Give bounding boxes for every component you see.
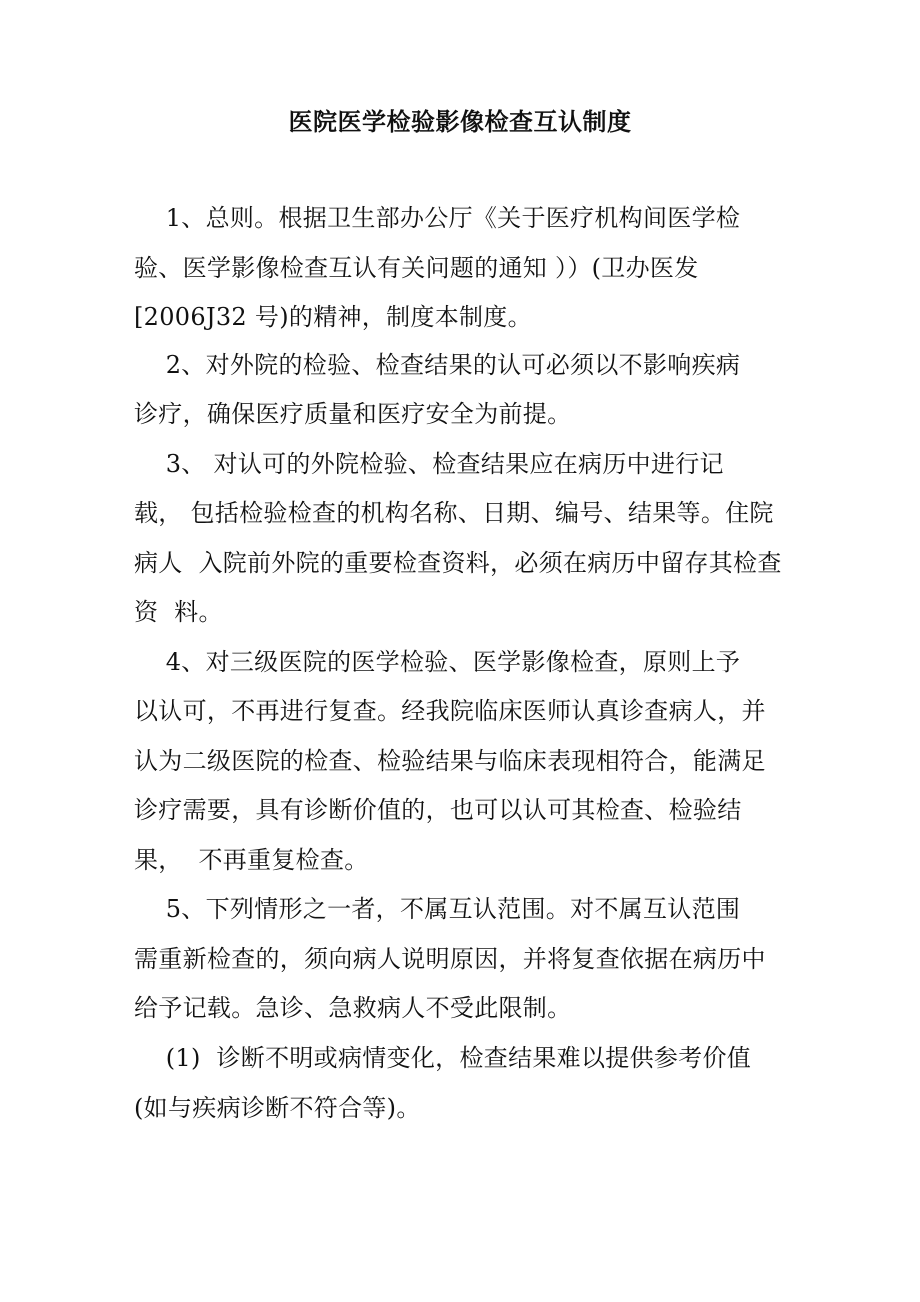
text-line: 认为二级医院的检查、检验结果与临床表现相符合，能满足 (134, 747, 766, 775)
text-line: 诊疗，确保医疗质量和医疗安全为前提。 (134, 400, 572, 428)
text-line: 1、总则。根据卫生部办公厅《关于医疗机构间医学检 (134, 204, 741, 232)
text-line: 5、下列情形之一者，不属互认范围。对不属互认范围 (134, 895, 741, 923)
text-line: [2006J32 号)的精神，制度本制度。 (134, 303, 532, 331)
text-line: 验、医学影像检查互认有关问题的通知 ））(卫办医发 (134, 254, 699, 282)
text-line: 资 料。 (134, 598, 223, 626)
text-line: 果， 不再重复检查。 (134, 846, 369, 874)
document-title: 医院医学检验影像检查互认制度 (288, 108, 632, 136)
text-line: (如与疾病诊断不符合等)。 (134, 1094, 421, 1122)
text-line: 需重新检查的，须向病人说明原因，并将复查依据在病历中 (134, 945, 766, 973)
text-line: 载， 包括检验检查的机构名称、日期、编号、结果等。住院 (134, 499, 774, 527)
text-line: (1) 诊断不明或病情变化，检查结果难以提供参考价值 (134, 1044, 752, 1072)
text-line: 3、 对认可的外院检验、检查结果应在病历中进行记 (134, 450, 724, 478)
text-line: 以认可，不再进行复查。经我院临床医师认真诊查病人，并 (134, 697, 766, 725)
text-line: 病人 入院前外院的重要检查资料，必须在病历中留存其检查 (134, 549, 782, 577)
text-line: 2、对外院的检验、检查结果的认可必须以不影响疾病 (134, 351, 741, 379)
text-line: 诊疗需要，具有诊断价值的，也可以认可其检查、检验结 (134, 796, 742, 824)
text-line: 给予记载。急诊、急救病人不受此限制。 (134, 994, 572, 1022)
text-line: 4、对三级医院的医学检验、医学影像检查，原则上予 (134, 648, 741, 676)
